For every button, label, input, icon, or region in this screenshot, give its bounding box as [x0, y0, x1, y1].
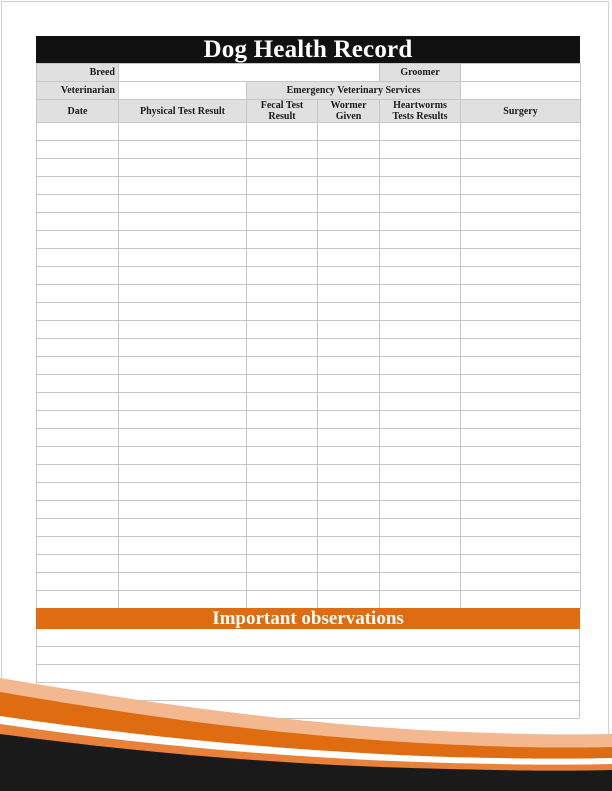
record-cell[interactable]	[37, 213, 119, 231]
record-cell[interactable]	[461, 573, 581, 591]
col-header-date: Date	[37, 100, 119, 123]
record-cell[interactable]	[461, 231, 581, 249]
record-cell[interactable]	[247, 213, 318, 231]
record-cell[interactable]	[318, 393, 380, 411]
record-row	[37, 357, 581, 375]
record-row	[37, 339, 581, 357]
record-cell[interactable]	[37, 267, 119, 285]
record-row	[37, 483, 581, 501]
record-cell[interactable]	[318, 285, 380, 303]
record-row	[37, 159, 581, 177]
data-rows	[37, 123, 581, 609]
record-cell[interactable]	[380, 357, 461, 375]
record-cell[interactable]	[461, 447, 581, 465]
record-cell[interactable]	[318, 249, 380, 267]
record-cell[interactable]	[461, 303, 581, 321]
record-cell[interactable]	[247, 375, 318, 393]
col-header-fecal: Fecal Test Result	[247, 100, 318, 123]
record-cell[interactable]	[37, 159, 119, 177]
breed-label: Breed	[37, 64, 119, 82]
record-cell[interactable]	[380, 159, 461, 177]
record-cell[interactable]	[461, 555, 581, 573]
emergency-field[interactable]	[461, 82, 581, 100]
record-cell[interactable]	[318, 519, 380, 537]
record-cell[interactable]	[461, 141, 581, 159]
record-row	[37, 465, 581, 483]
record-cell[interactable]	[37, 393, 119, 411]
record-cell[interactable]	[461, 465, 581, 483]
record-cell[interactable]	[119, 555, 247, 573]
veterinarian-label: Veterinarian	[37, 82, 119, 100]
record-cell[interactable]	[37, 141, 119, 159]
record-cell[interactable]	[37, 447, 119, 465]
record-cell[interactable]	[380, 429, 461, 447]
record-cell[interactable]	[247, 429, 318, 447]
record-cell[interactable]	[380, 177, 461, 195]
record-cell[interactable]	[247, 519, 318, 537]
record-row	[37, 447, 581, 465]
col-header-heartworms: Heartworms Tests Results	[380, 100, 461, 123]
emergency-label: Emergency Veterinary Services	[247, 82, 461, 100]
record-cell[interactable]	[37, 231, 119, 249]
info-row-veterinarian	[37, 82, 581, 100]
record-cell[interactable]	[37, 357, 119, 375]
record-cell[interactable]	[380, 375, 461, 393]
record-cell[interactable]	[461, 195, 581, 213]
record-cell[interactable]	[380, 303, 461, 321]
record-cell[interactable]	[380, 519, 461, 537]
record-row	[37, 267, 581, 285]
record-cell[interactable]	[380, 411, 461, 429]
record-cell[interactable]	[247, 123, 318, 141]
record-cell[interactable]	[380, 195, 461, 213]
record-row	[37, 177, 581, 195]
record-cell[interactable]	[461, 267, 581, 285]
record-cell[interactable]	[318, 177, 380, 195]
record-row	[37, 519, 581, 537]
record-cell[interactable]	[318, 501, 380, 519]
record-row	[37, 249, 581, 267]
observations-title: Important observations	[36, 608, 580, 629]
record-cell[interactable]	[318, 411, 380, 429]
record-cell[interactable]	[461, 429, 581, 447]
record-cell[interactable]	[37, 537, 119, 555]
record-row	[37, 231, 581, 249]
observation-line[interactable]	[37, 629, 579, 647]
record-cell[interactable]	[380, 483, 461, 501]
record-cell[interactable]	[318, 123, 380, 141]
record-cell[interactable]	[37, 177, 119, 195]
record-cell[interactable]	[119, 249, 247, 267]
record-cell[interactable]	[119, 267, 247, 285]
groomer-label: Groomer	[380, 64, 461, 82]
record-cell[interactable]	[119, 231, 247, 249]
health-record-table	[36, 63, 581, 609]
record-cell[interactable]	[461, 393, 581, 411]
record-cell[interactable]	[318, 447, 380, 465]
record-row	[37, 411, 581, 429]
record-row	[37, 321, 581, 339]
record-row	[37, 555, 581, 573]
record-cell[interactable]	[247, 159, 318, 177]
record-row	[37, 393, 581, 411]
record-cell[interactable]	[380, 447, 461, 465]
record-cell[interactable]	[461, 519, 581, 537]
record-row	[37, 123, 581, 141]
record-cell[interactable]	[461, 159, 581, 177]
record-cell[interactable]	[119, 375, 247, 393]
record-cell[interactable]	[380, 501, 461, 519]
record-cell[interactable]	[380, 231, 461, 249]
record-cell[interactable]	[247, 321, 318, 339]
record-cell[interactable]	[37, 555, 119, 573]
record-cell[interactable]	[247, 195, 318, 213]
record-cell[interactable]	[119, 591, 247, 609]
record-cell[interactable]	[247, 285, 318, 303]
col-header-physical: Physical Test Result	[119, 100, 247, 123]
record-cell[interactable]	[119, 141, 247, 159]
record-cell[interactable]	[318, 375, 380, 393]
record-cell[interactable]	[247, 141, 318, 159]
record-cell[interactable]	[380, 249, 461, 267]
record-cell[interactable]	[380, 555, 461, 573]
record-cell[interactable]	[119, 339, 247, 357]
record-cell[interactable]	[247, 303, 318, 321]
record-cell[interactable]	[380, 591, 461, 609]
record-cell[interactable]	[37, 501, 119, 519]
record-cell[interactable]	[380, 285, 461, 303]
record-cell[interactable]	[461, 177, 581, 195]
record-cell[interactable]	[119, 501, 247, 519]
record-row	[37, 591, 581, 609]
record-cell[interactable]	[119, 429, 247, 447]
record-cell[interactable]	[318, 213, 380, 231]
record-row	[37, 285, 581, 303]
record-cell[interactable]	[318, 465, 380, 483]
record-cell[interactable]	[461, 321, 581, 339]
record-cell[interactable]	[461, 375, 581, 393]
record-cell[interactable]	[318, 303, 380, 321]
record-cell[interactable]	[380, 465, 461, 483]
record-cell[interactable]	[380, 321, 461, 339]
record-cell[interactable]	[119, 303, 247, 321]
record-cell[interactable]	[247, 267, 318, 285]
record-cell[interactable]	[247, 591, 318, 609]
record-cell[interactable]	[318, 231, 380, 249]
record-cell[interactable]	[37, 411, 119, 429]
record-cell[interactable]	[119, 537, 247, 555]
record-row	[37, 537, 581, 555]
record-cell[interactable]	[380, 393, 461, 411]
record-cell[interactable]	[247, 465, 318, 483]
record-cell[interactable]	[247, 411, 318, 429]
record-cell[interactable]	[247, 249, 318, 267]
record-cell[interactable]	[318, 357, 380, 375]
record-cell[interactable]	[247, 483, 318, 501]
record-cell[interactable]	[247, 501, 318, 519]
record-cell[interactable]	[461, 123, 581, 141]
record-cell[interactable]	[318, 195, 380, 213]
record-cell[interactable]	[318, 429, 380, 447]
record-cell[interactable]	[380, 123, 461, 141]
record-cell[interactable]	[461, 411, 581, 429]
record-cell[interactable]	[318, 573, 380, 591]
record-cell[interactable]	[318, 159, 380, 177]
record-cell[interactable]	[119, 447, 247, 465]
record-cell[interactable]	[461, 339, 581, 357]
record-cell[interactable]	[380, 141, 461, 159]
record-cell[interactable]	[318, 321, 380, 339]
record-cell[interactable]	[37, 303, 119, 321]
record-cell[interactable]	[119, 177, 247, 195]
record-cell[interactable]	[247, 357, 318, 375]
record-cell[interactable]	[37, 339, 119, 357]
column-header-row	[37, 100, 581, 123]
record-cell[interactable]	[461, 591, 581, 609]
record-cell[interactable]	[461, 213, 581, 231]
record-cell[interactable]	[247, 537, 318, 555]
info-row-breed	[37, 64, 581, 82]
record-cell[interactable]	[247, 231, 318, 249]
record-cell[interactable]	[37, 249, 119, 267]
record-cell[interactable]	[461, 249, 581, 267]
record-cell[interactable]	[37, 573, 119, 591]
record-cell[interactable]	[318, 339, 380, 357]
record-row	[37, 573, 581, 591]
record-row	[37, 141, 581, 159]
col-header-wormer: Wormer Given	[318, 100, 380, 123]
record-cell[interactable]	[247, 177, 318, 195]
record-cell[interactable]	[318, 141, 380, 159]
record-cell[interactable]	[461, 285, 581, 303]
record-cell[interactable]	[119, 483, 247, 501]
record-cell[interactable]	[119, 411, 247, 429]
record-row	[37, 429, 581, 447]
record-cell[interactable]	[318, 267, 380, 285]
record-cell[interactable]	[318, 483, 380, 501]
record-cell[interactable]	[318, 537, 380, 555]
record-cell[interactable]	[37, 483, 119, 501]
record-cell[interactable]	[247, 573, 318, 591]
record-cell[interactable]	[119, 195, 247, 213]
breed-field[interactable]	[119, 64, 380, 82]
record-cell[interactable]	[247, 393, 318, 411]
record-cell[interactable]	[318, 555, 380, 573]
record-cell[interactable]	[37, 519, 119, 537]
record-cell[interactable]	[119, 123, 247, 141]
record-cell[interactable]	[247, 447, 318, 465]
record-cell[interactable]	[119, 357, 247, 375]
record-cell[interactable]	[380, 573, 461, 591]
record-cell[interactable]	[461, 501, 581, 519]
record-cell[interactable]	[119, 519, 247, 537]
record-cell[interactable]	[37, 285, 119, 303]
record-cell[interactable]	[119, 285, 247, 303]
record-cell[interactable]	[37, 123, 119, 141]
veterinarian-field[interactable]	[119, 82, 247, 100]
record-cell[interactable]	[119, 573, 247, 591]
record-cell[interactable]	[37, 375, 119, 393]
record-row	[37, 501, 581, 519]
record-cell[interactable]	[380, 339, 461, 357]
record-cell[interactable]	[247, 555, 318, 573]
record-cell[interactable]	[119, 393, 247, 411]
record-row	[37, 213, 581, 231]
record-row	[37, 303, 581, 321]
record-cell[interactable]	[37, 429, 119, 447]
record-cell[interactable]	[119, 465, 247, 483]
record-cell[interactable]	[461, 483, 581, 501]
groomer-field[interactable]	[461, 64, 581, 82]
record-cell[interactable]	[380, 267, 461, 285]
record-cell[interactable]	[461, 537, 581, 555]
record-cell[interactable]	[380, 537, 461, 555]
decorative-wave	[0, 660, 612, 791]
record-cell[interactable]	[37, 195, 119, 213]
record-cell[interactable]	[37, 465, 119, 483]
record-row	[37, 195, 581, 213]
record-cell[interactable]	[119, 159, 247, 177]
record-cell[interactable]	[37, 321, 119, 339]
record-cell[interactable]	[461, 357, 581, 375]
col-header-surgery: Surgery	[461, 100, 581, 123]
record-cell[interactable]	[37, 591, 119, 609]
record-cell[interactable]	[119, 321, 247, 339]
record-cell[interactable]	[247, 339, 318, 357]
page-title: Dog Health Record	[36, 36, 580, 63]
record-row	[37, 375, 581, 393]
record-cell[interactable]	[380, 213, 461, 231]
record-cell[interactable]	[119, 213, 247, 231]
record-cell[interactable]	[318, 591, 380, 609]
